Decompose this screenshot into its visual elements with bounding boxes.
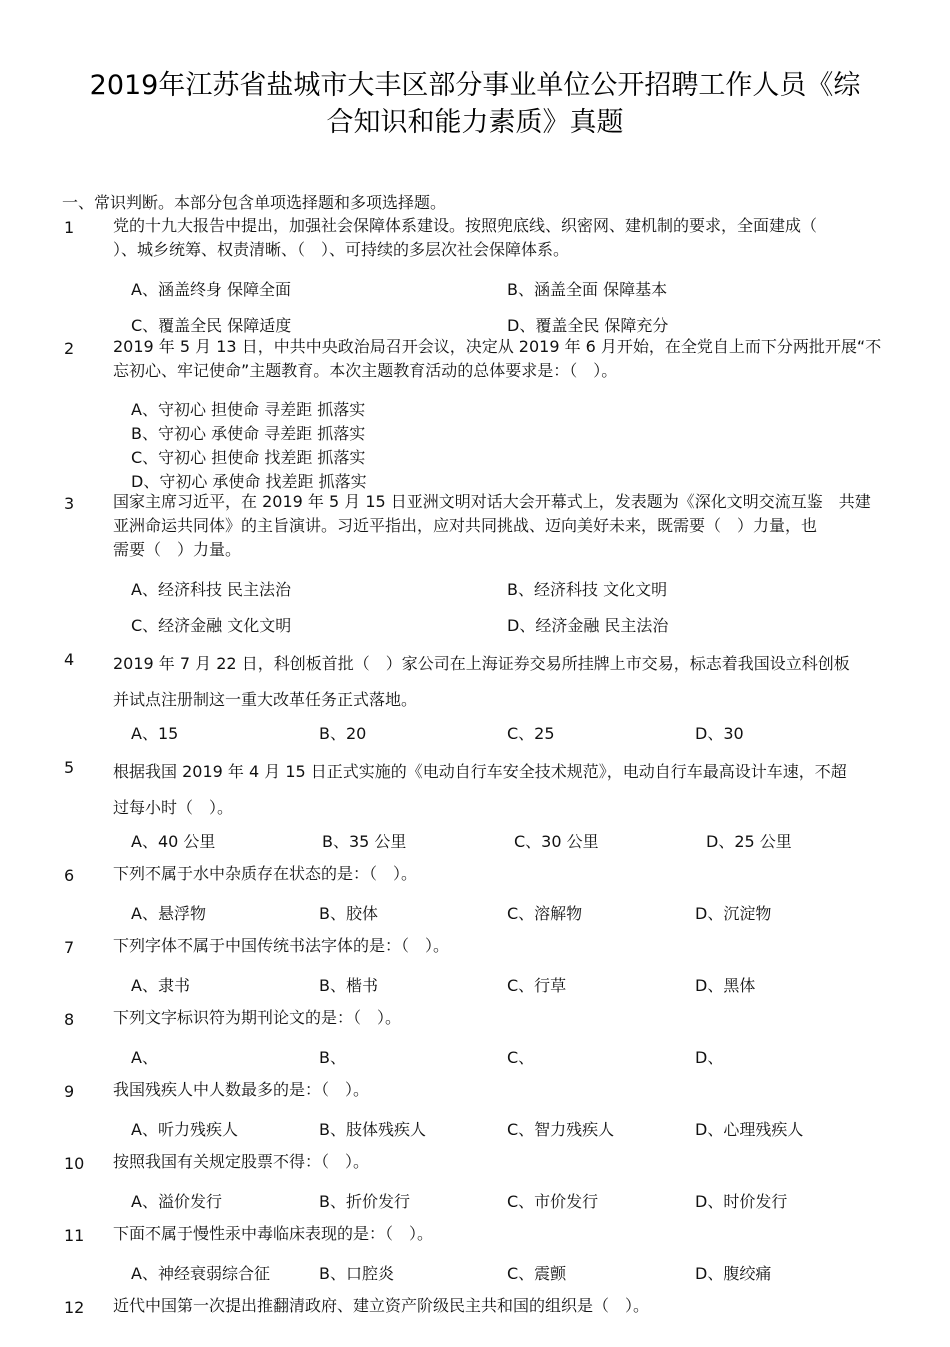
question-text: [113, 862, 883, 886]
option-a: A、隶书: [131, 976, 190, 995]
option-b: B、楷书: [319, 976, 378, 995]
question-line: 亚洲命运共同体》的主旨演讲。习近平指出，应对共同挑战、迈向美好未来，既需要（ ）力量，也: [113, 516, 818, 535]
question-line: ）、城乡统筹、权责清晰、（ ）、可持续的多层次社会保障体系。: [113, 240, 570, 259]
question-number: 7: [64, 938, 75, 957]
option-b: B、口腔炎: [319, 1264, 394, 1283]
question-number: 12: [64, 1298, 85, 1317]
option-b: B、20: [319, 724, 367, 743]
question-line: 按照我国有关规定股票不得：（ ）。: [113, 1152, 370, 1171]
question-line: 根据我国 2019 年 4 月 15 日正式实施的《电动自行车安全技术规范》，电动自行车最高设计车速，不超: [113, 762, 847, 781]
question-number: 5: [64, 758, 75, 777]
option-d: D、覆盖全民 保障充分: [507, 316, 669, 335]
option-a: A、涵盖终身 保障全面: [131, 280, 292, 299]
option-d: D、时价发行: [695, 1192, 788, 1211]
option-b: B、: [319, 1048, 346, 1067]
question-text: [113, 934, 883, 958]
question-line: 2019 年 5 月 13 日，中共中央政治局召开会议，决定从 2019 年 6 月开始，在全党自上而下分两批开展“不: [113, 337, 882, 356]
option-a: A、: [131, 1048, 158, 1067]
question-number: 9: [64, 1082, 75, 1101]
question-text: [113, 1150, 883, 1174]
option-b: B、胶体: [319, 904, 378, 923]
question-number: 4: [64, 650, 75, 669]
question-number: 2: [64, 339, 75, 358]
option-c: C、守初心 担使命 找差距 抓落实: [131, 448, 366, 467]
question-number: 6: [64, 866, 75, 885]
question-text: [113, 754, 883, 826]
option-a: A、悬浮物: [131, 904, 206, 923]
question-number: 10: [64, 1154, 85, 1173]
option-b: B、涵盖全面 保障基本: [507, 280, 668, 299]
question-text: [113, 1078, 883, 1102]
question-line: 下列文字标识符为期刊论文的是：（ ）。: [113, 1008, 402, 1027]
option-c: C、: [507, 1048, 535, 1067]
option-c: C、覆盖全民 保障适度: [131, 316, 292, 335]
question-line: 国家主席习近平，在 2019 年 5 月 15 日亚洲文明对话大会开幕式上，发表题为《深化文明交流互鉴 共建: [113, 492, 871, 511]
option-d: D、经济金融 民主法治: [507, 616, 669, 635]
option-a: A、溢价发行: [131, 1192, 222, 1211]
question-line: 我国残疾人中人数最多的是：（ ）。: [113, 1080, 370, 1099]
question-number: 3: [64, 494, 75, 513]
document-title: [60, 67, 890, 141]
question-text: [113, 1294, 883, 1318]
option-b: B、折价发行: [319, 1192, 410, 1211]
question-line: 下面不属于慢性汞中毒临床表现的是：（ ）。: [113, 1224, 434, 1243]
option-c: C、溶解物: [507, 904, 583, 923]
question-line: 党的十九大报告中提出，加强社会保障体系建设。按照兜底线、织密网、建机制的要求，全面建成（: [113, 216, 818, 235]
option-a: A、15: [131, 724, 179, 743]
option-a: A、听力残疾人: [131, 1120, 238, 1139]
option-d: D、心理残疾人: [695, 1120, 804, 1139]
option-c: C、震颤: [507, 1264, 567, 1283]
question-text: [113, 214, 883, 262]
question-line: 忘初心、牢记使命”主题教育。本次主题教育活动的总体要求是：（ ）。: [113, 361, 618, 380]
option-b: B、肢体残疾人: [319, 1120, 426, 1139]
question-number: 11: [64, 1226, 85, 1245]
question-line: 并试点注册制这一重大改革任务正式落地。: [113, 690, 418, 709]
title-line-1: 2019年江苏省盐城市大丰区部分事业单位公开招聘工作人员《综: [89, 70, 861, 101]
option-a: A、守初心 担使命 寻差距 抓落实: [131, 400, 366, 419]
option-d: D、腹绞痛: [695, 1264, 772, 1283]
option-c: C、30 公里: [514, 832, 599, 851]
question-line: 需要（ ）力量。: [113, 540, 242, 559]
option-b: B、守初心 承使命 寻差距 抓落实: [131, 424, 366, 443]
title-line-2: 合知识和能力素质》真题: [326, 107, 624, 138]
question-text: [113, 1006, 883, 1030]
option-d: D、沉淀物: [695, 904, 772, 923]
question-text: [113, 1222, 883, 1246]
option-a: A、经济科技 民主法治: [131, 580, 292, 599]
question-line: 过每小时（ ）。: [113, 798, 234, 817]
option-b: B、经济科技 文化文明: [507, 580, 668, 599]
question-text: [113, 335, 883, 383]
option-a: A、神经衰弱综合征: [131, 1264, 270, 1283]
option-c: C、智力残疾人: [507, 1120, 615, 1139]
option-d: D、30: [695, 724, 744, 743]
option-d: D、黑体: [695, 976, 756, 995]
option-c: C、市价发行: [507, 1192, 599, 1211]
question-text: [113, 490, 883, 562]
option-d: D、: [695, 1048, 724, 1067]
question-line: 下列不属于水中杂质存在状态的是：（ ）。: [113, 864, 418, 883]
option-d: D、25 公里: [706, 832, 792, 851]
option-c: C、行草: [507, 976, 567, 995]
option-b: B、35 公里: [322, 832, 407, 851]
option-c: C、25: [507, 724, 555, 743]
option-d: D、守初心 承使命 找差距 抓落实: [131, 472, 367, 491]
option-a: A、40 公里: [131, 832, 216, 851]
question-number: 1: [64, 218, 75, 237]
question-line: 2019 年 7 月 22 日，科创板首批（ ）家公司在上海证券交易所挂牌上市交易，标志着我国设立科创板: [113, 654, 850, 673]
question-line: 近代中国第一次提出推翻清政府、建立资产阶级民主共和国的组织是（ ）。: [113, 1296, 650, 1315]
question-number: 8: [64, 1010, 75, 1029]
question-line: 下列字体不属于中国传统书法字体的是：（ ）。: [113, 936, 450, 955]
section-heading: 一、常识判断。本部分包含单项选择题和多项选择题。: [62, 193, 447, 212]
question-text: [113, 646, 883, 718]
option-c: C、经济金融 文化文明: [131, 616, 292, 635]
